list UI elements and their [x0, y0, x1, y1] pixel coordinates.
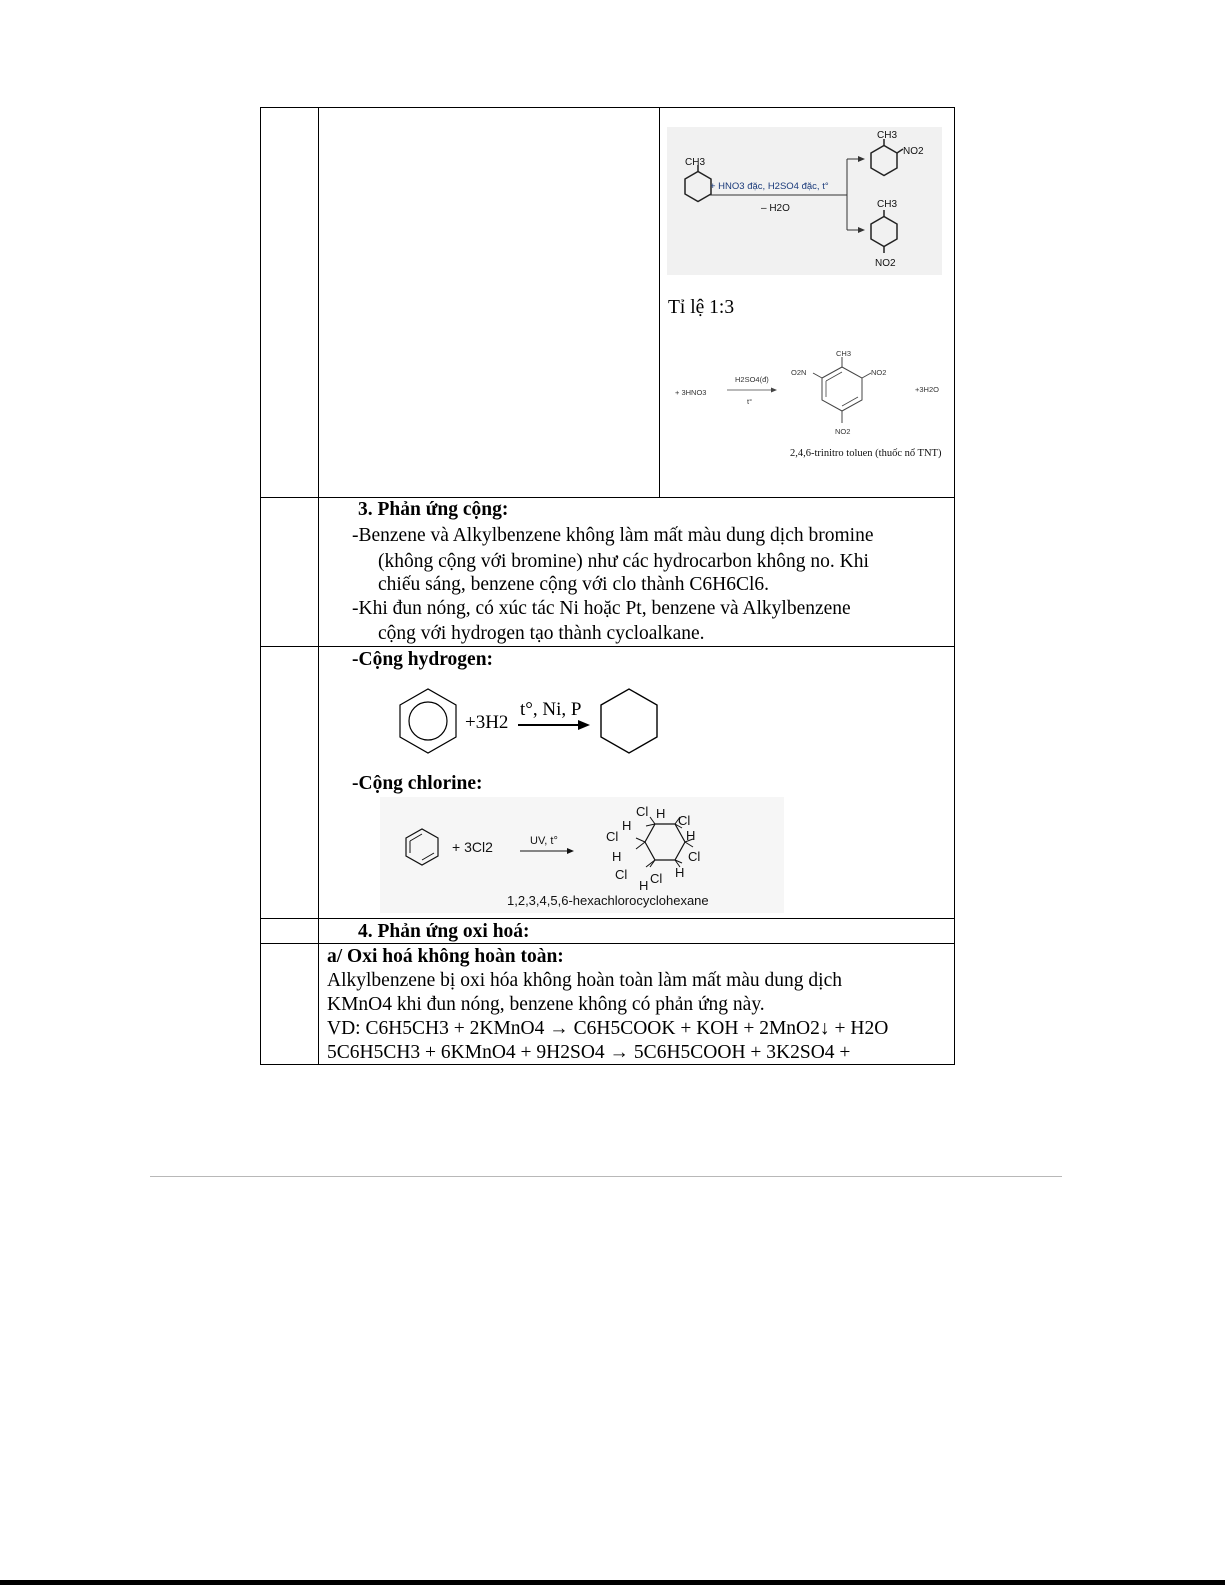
hcch-atom-2: H [622, 818, 632, 833]
addition-line-4: -Khi đun nóng, có xúc tác Ni hoặc Pt, benzene và Alkylbenzene [352, 598, 851, 619]
ortho-no2-label: NO2 [903, 146, 924, 157]
hcch-atom-7: H [612, 849, 622, 864]
hcch-atom-8: Cl [688, 849, 701, 864]
tnt-reaction-figure [667, 345, 950, 485]
oxidation-equation-2: 5C6H5CH3 + 6KMnO4 + 9H2SO4 → 5C6H5COOH + 3K2SO4 + [327, 1042, 851, 1063]
chlorination-figure [380, 797, 784, 913]
oxidation-equation-1: VD: C6H5CH3 + 2KMnO4 → C6H5COOK + KOH + 2MnO2↓ + H2O [327, 1018, 889, 1039]
tnt-caption: 2,4,6-trinitro toluen (thuốc nổ TNT) [790, 448, 942, 459]
ortho-ch3-label: CH3 [877, 130, 898, 141]
ratio-text: Tỉ lệ 1:3 [668, 297, 735, 318]
page-bottom-edge [0, 1580, 1225, 1585]
addition-line-1: -Benzene và Alkylbenzene không làm mất màu dung dịch bromine [352, 525, 874, 546]
hydrogen-heading: -Cộng hydrogen: [352, 649, 494, 670]
tnt-water-label: +3H2O [915, 385, 939, 394]
para-no2-label: NO2 [875, 258, 896, 269]
oxidation-line-2: KMnO4 khi đun nóng, benzene không có phản ứng này. [327, 994, 765, 1015]
toluene-nitration-figure [667, 127, 942, 275]
chlorine-heading: -Cộng chlorine: [352, 773, 483, 794]
tnt-o2n-label: O2N [791, 368, 807, 377]
hcch-atom-6: H [686, 828, 696, 843]
chlorination-reagent-label: + 3Cl2 [452, 839, 493, 855]
row-divider-2 [260, 646, 955, 647]
hcch-atom-3: H [656, 806, 666, 821]
hydrogenation-figure [392, 688, 667, 760]
tnt-temperature-label: t° [747, 397, 753, 406]
tnt-no2-bottom-label: NO2 [835, 427, 851, 436]
page-footer-rule [150, 1176, 1062, 1177]
hcch-atom-11: H [639, 878, 649, 893]
oxidation-line-1: Alkylbenzene bị oxi hóa không hoàn toàn làm mất màu dung dịch [327, 970, 843, 991]
para-ch3-label: CH3 [877, 199, 898, 210]
section-3-heading: 3. Phản ứng cộng: [358, 499, 509, 520]
hcch-atom-5: Cl [606, 829, 619, 844]
hcch-atom-9: Cl [615, 867, 628, 882]
hydrogenation-condition-label: t°, Ni, P [520, 699, 582, 720]
column-divider-1 [318, 107, 319, 1065]
section-4-heading: 4. Phản ứng oxi hoá: [358, 921, 530, 942]
hcch-atom-1: Cl [636, 804, 649, 819]
nitration-reagent-label: + HNO3 đặc, H2SO4 đặc, t° [710, 181, 829, 192]
tnt-ch3-label: CH3 [836, 349, 852, 358]
addition-line-5: cộng với hydrogen tạo thành cycloalkane. [378, 623, 705, 644]
oxidation-subheading: a/ Oxi hoá không hoàn toàn: [327, 946, 564, 967]
hcch-atom-10: H [675, 865, 685, 880]
hcch-atom-4: Cl [678, 813, 691, 828]
chlorination-condition-label: UV, t° [530, 835, 558, 847]
tnt-reagent-label: + 3HNO3 [675, 388, 707, 397]
column-divider-2 [659, 107, 660, 497]
nitration-water-label: – H2O [761, 203, 790, 214]
addition-line-3: chiếu sáng, benzene cộng với clo thành C6H6Cl6. [378, 574, 770, 595]
toluene-ch3-label: CH3 [685, 157, 706, 168]
tnt-catalyst-label: H2SO4(đ) [735, 375, 769, 384]
tnt-no2-right-label: NO2 [871, 368, 887, 377]
addition-line-2: (không cộng với bromine) như các hydrocarbon không no. Khi [378, 551, 869, 572]
chlorination-caption: 1,2,3,4,5,6-hexachlorocyclohexane [507, 893, 709, 908]
hydrogenation-reagent-label: +3H2 [465, 712, 509, 733]
hcch-atom-12: Cl [650, 871, 663, 886]
row-divider-3 [260, 918, 955, 919]
